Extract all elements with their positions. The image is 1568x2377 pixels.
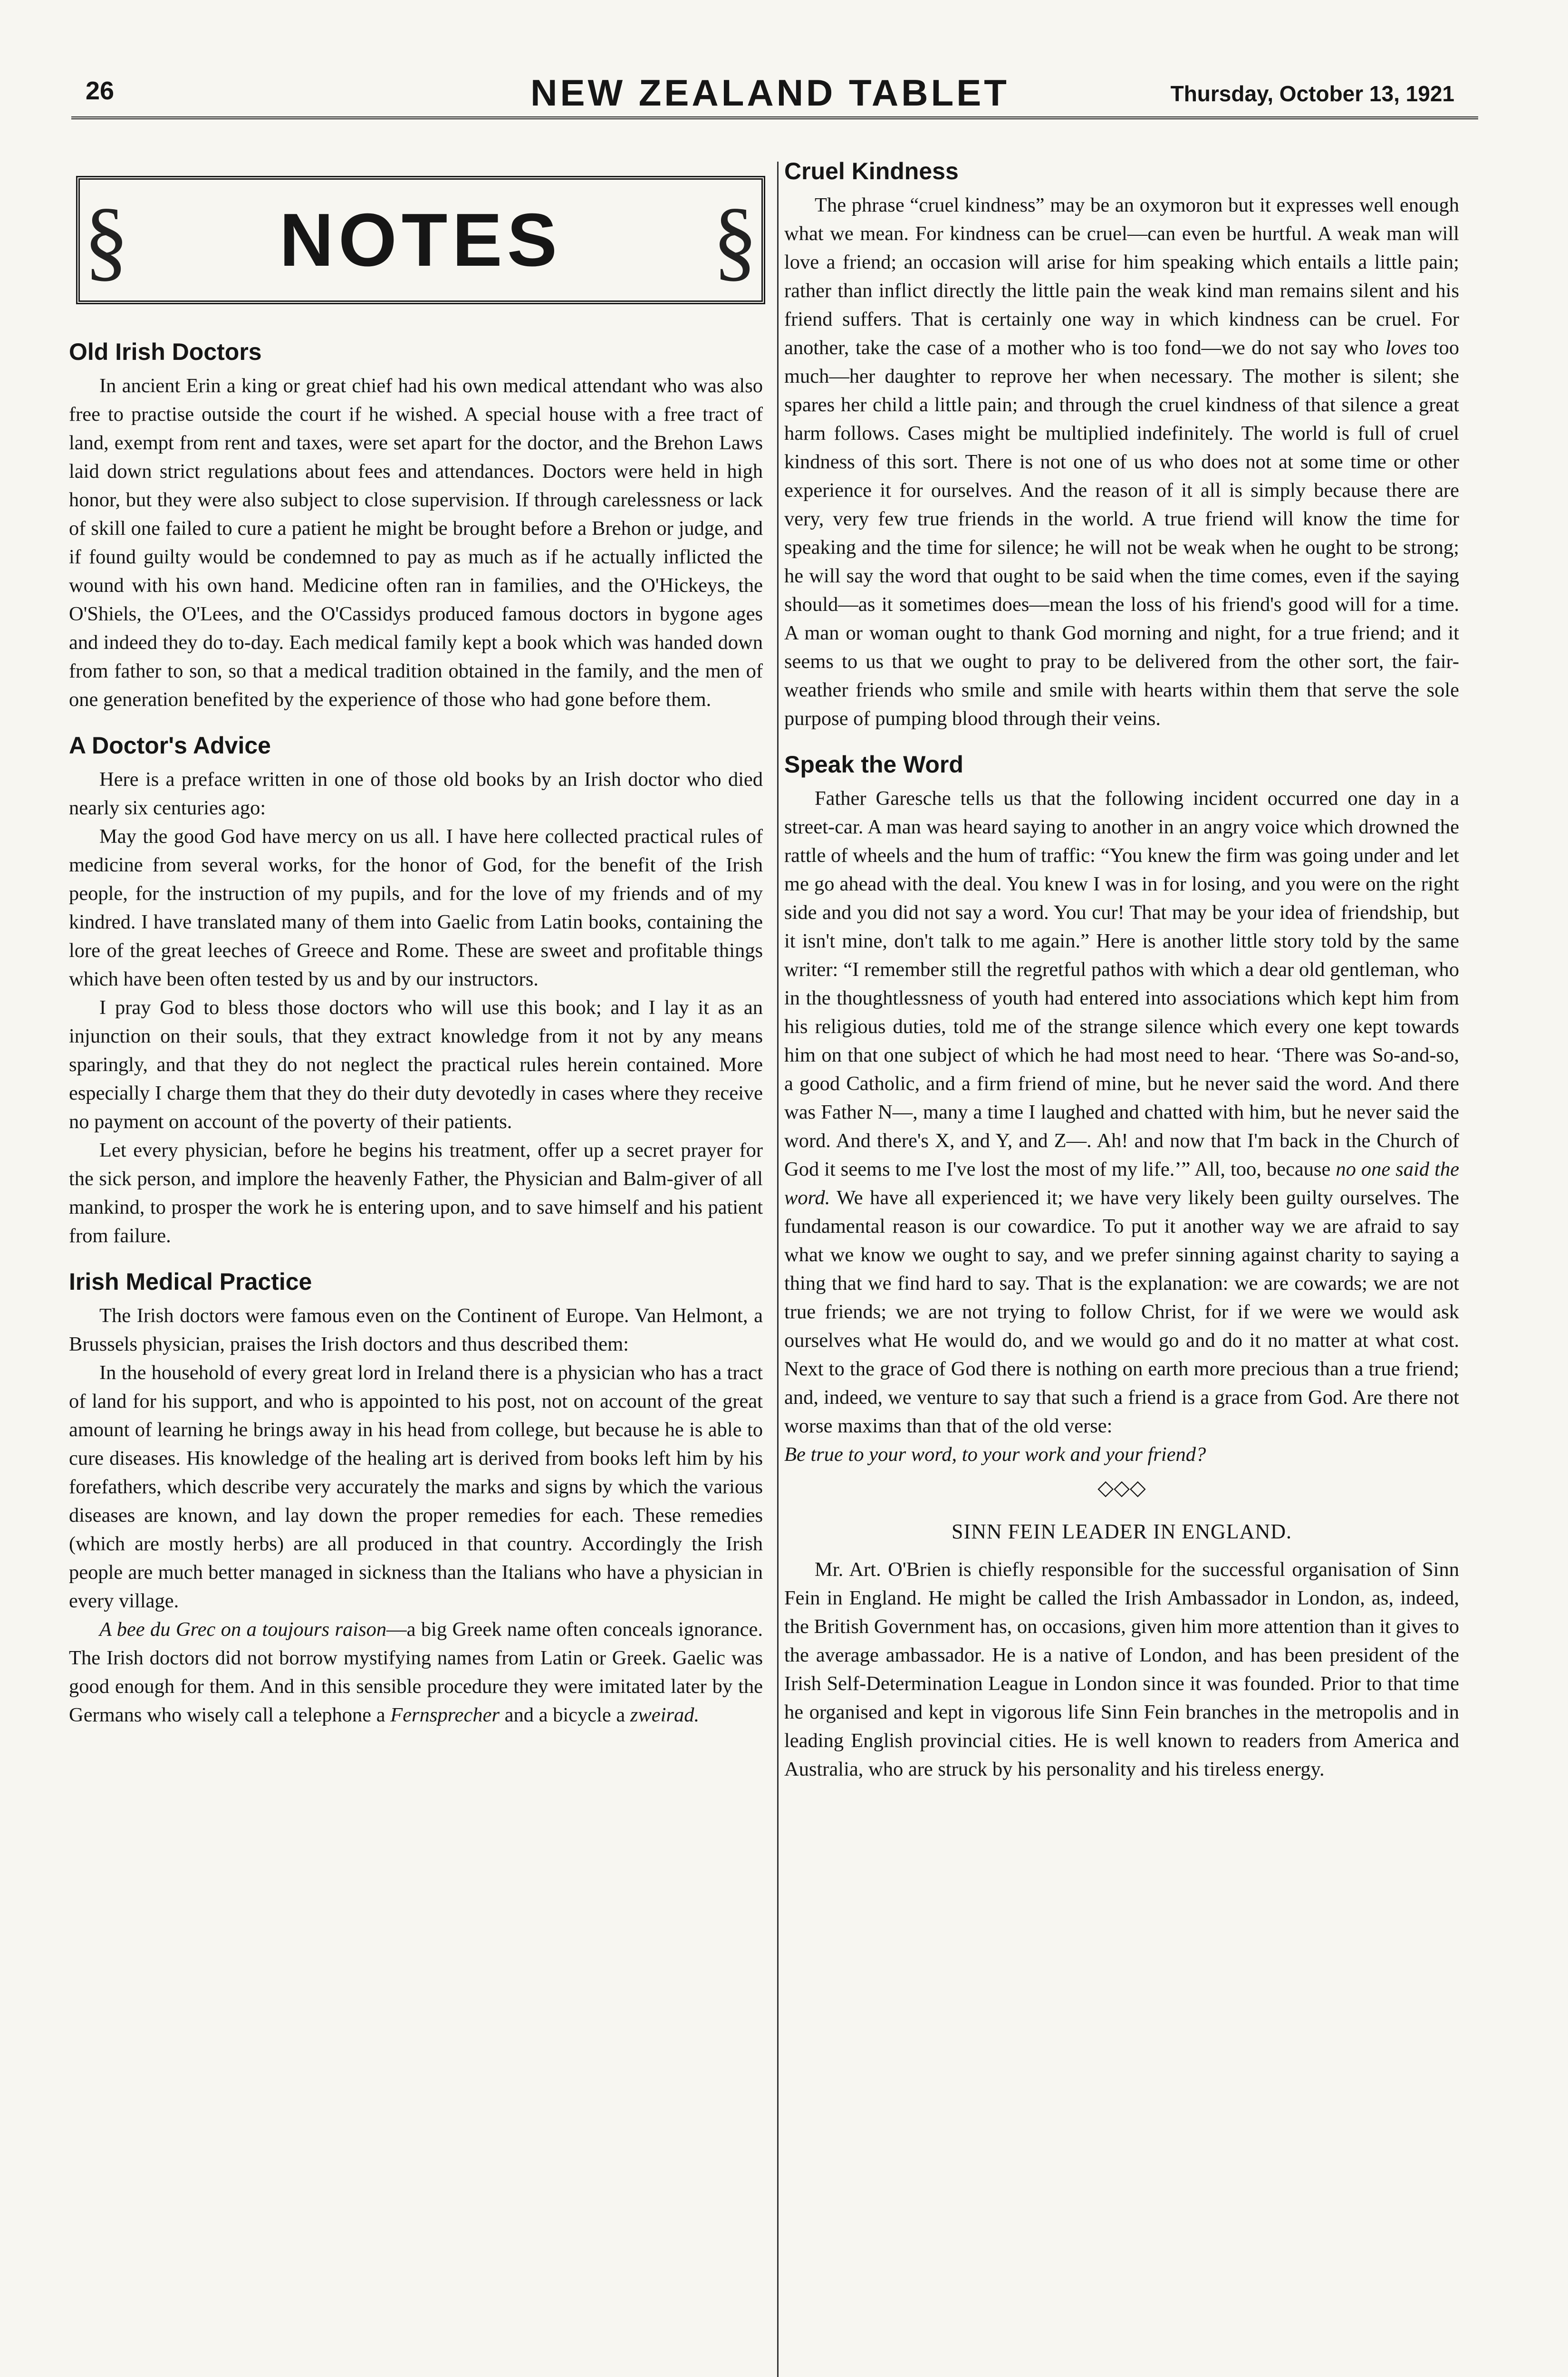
section-heading-cruel-kindness: Cruel Kindness (784, 158, 959, 184)
paragraph: Mr. Art. O'Brien is chiefly responsible for the successful organisation of Sinn Fein in England. He might be called the Irish Ambassador in London, as, indeed, the British Government has, on occasions, given him more attention than it gives to the average ambassador. He is a native of London, and has been president of the Irish Self-Determination League in London since it was founded. Prior to that time he organised and kept in vigorous life Sinn Fein branches in the metropolis and in leading English provincial cities. He is well known to readers from America and Australia, who are struck by his personality and his tireless energy. (784, 1558, 1459, 1780)
paragraph (784, 784, 1459, 1440)
italic-phrase: loves (1385, 337, 1427, 359)
text-run: Father Garesche tells us that the following incident occurred one day in a street-car. A man was heard saying to another in an angry voice which drowned the rattle of wheels and the hum of traffic: “You knew the firm was going under and let me go ahead with the deal. You knew I was in for losing, and you were on the right side and you did not say a word. You cur! That may be your idea of friendship, but it isn't mine, don't talk to me again.” Here is another little story told by the same writer: “I remember still the regretful pathos with which a dear old gentleman, who in the thoughtlessness of youth had entered into associations which kept him from his religious duties, told me of the strange silence which every one kept towards him on that one subject of which he had most need to hear. ‘There was So-and-so, a good Catholic, and a firm friend of mine, but he never said the word. And there was Father N—, many a time I laughed and chatted with him, but he never said the word. And there's X, and Y, and Z—. Ah! and now that I'm back in the Church of God it seems to me I've lost the most of my life.’” All, too, because (784, 787, 1459, 1180)
notes-banner-title: § NOTES (279, 198, 562, 282)
paragraph: The Irish doctors were famous even on the Continent of Europe. Van Helmont, a Brussels physician, praises the Irish doctors and thus described them: (69, 1304, 763, 1355)
text-run: We have all experienced it; we have very likely been guilty ourselves. The fundamental reason is our cowardice. To put it another way we are afraid to say what we know we ought to say, and we prefer sinning against charity to saying a thing that we find hard to say. That is the explanation: we are cowards; we are not true friends; we are not trying to follow Christ, for if we were we would ask ourselves what He would do, and we would go and do it no matter at what cost. Next to the grace of God there is nothing on earth more precious than a true friend; and, indeed, we venture to say that such a friend is a grace from God. Are there not worse maxims than that of the old verse: (784, 1187, 1459, 1437)
italic-phrase: zweirad. (630, 1704, 700, 1726)
verse-line (784, 1440, 1459, 1469)
paragraph: Let every physician, before he begins his treatment, offer up a secret prayer for the sick person, and implore the heavenly Father, the Physician and Balm-giver of all mankind, to prosper the work he is entering upon, and to save himself and his patient from failure. (69, 1139, 763, 1247)
right-column (784, 157, 1459, 2377)
italic-phrase: A bee du Grec on a toujours raison (99, 1618, 387, 1641)
text-run: and a bicycle a (504, 1704, 625, 1726)
italic-verse: Be true to your word, to your work and your friend? (784, 1443, 1206, 1466)
section-heading-old-irish-doctors: Old Irish Doctors (69, 338, 262, 365)
text-run: The phrase “cruel kindness” may be an oxymoron but it expresses well enough what we mean. For kindness can be cruel—can even be hurtful. A weak man will love a friend; an occasion will arise for him speaking which entails a little pain; rather than inflict directly the little pain the weak kind man remains silent and his friend suffers. That is certainly one way in which kindness can be cruel. For another, take the case of a mother who is too fond—we do not say who (784, 194, 1459, 359)
section-heading-speak-the-word: Speak the Word (784, 751, 963, 778)
paragraph: I pray God to bless those doctors who will use this book; and I lay it as an injunction on their souls, that they extract knowledge from it not by any means sparingly, and that they do not neglect the practical rules herein contained. More especially I charge them that they do their duty devotedly in cases where they receive no payment on account of the poverty of their patients. (69, 996, 763, 1133)
paragraph (69, 1615, 763, 1730)
paragraph: Here is a preface written in one of those old books by an Irish doctor who died nearly six centuries ago: (69, 768, 763, 819)
column-divider (777, 162, 779, 2377)
issue-date: Thursday, October 13, 1921 (1170, 81, 1454, 106)
section-heading-irish-medical-practice: Irish Medical Practice (69, 1268, 312, 1295)
section-ornament: ◇◇◇ (1097, 1476, 1146, 1499)
section-heading-doctors-advice: A Doctor's Advice (69, 732, 271, 759)
masthead-title: NEW ZEALAND TABLET (530, 72, 1010, 114)
running-header (86, 71, 1454, 114)
page-number: 26 (86, 77, 115, 105)
italic-phrase: no one said the word. (784, 1158, 1459, 1209)
notes-banner (76, 176, 765, 304)
header-rule (71, 116, 1478, 119)
text-run: too much—her daughter to reprove her when necessary. The mother is silent; she spares her child a little pain; and through the cruel kindness of that silence a great harm follows. Cases might be multiplied indefinitely. The world is full of cruel kindness of this sort. There is not one of us who does not at some time or other experience it for ourselves. And the reason of it all is simply because there are very, very few true friends in the world. A true friend will know the time for speaking and the time for silence; he will not be weak when he ought to be strong; he will say the word that ought to be said when the time comes, even if the saying should—as it sometimes does—mean the loss of his friend's good will for a time. A man or woman ought to thank God morning and night, for a true friend; and it seems to us that we ought to pray to be delivered from the other sort, the fair-weather friends who smile and smile with hearts within them that serve the sole purpose of pumping blood through their veins. (784, 337, 1459, 730)
paragraph: May the good God have mercy on us all. I have here collected practical rules of medicine from several works, for the honor of God, for the benefit of the Irish people, for the instruction of my pupils, and for the love of my friends and of my kindred. I have translated many of them into Gaelic from Latin books, containing the lore of the great leeches of Greece and Rome. These are sweet and profitable things which have been often tested by us and by our instructors. (69, 825, 763, 990)
paragraph (784, 191, 1459, 733)
section-heading-sinn-fein-leader: SINN FEIN LEADER IN ENGLAND. (951, 1520, 1292, 1543)
paragraph: In the household of every great lord in Ireland there is a physician who has a tract of land for his support, and who is appointed to his post, not on account of the great amount of learning he brings away in his head from college, but because he is able to cure diseases. His knowledge of the healing art is derived from books left him by his forefathers, which describe very accurately the marks and signs by which the various diseases are known, and lay down the proper remedies for each. These remedies (which are mostly herbs) are all produced in that country. Accordingly the Irish people are much better managed in sickness than the Italians who have a physician in every village. (69, 1362, 763, 1612)
italic-phrase: Fernsprecher (390, 1704, 500, 1726)
left-column (69, 338, 763, 2377)
paragraph: In ancient Erin a king or great chief had his own medical attendant who was also free to practise outside the court if he wished. A special house with a free tract of land, exempt from rent and taxes, were set apart for the doctor, and the Brehon Laws laid down strict regulations about fees and attendances. Doctors were held in high honor, but they were also subject to close supervision. If through carelessness or lack of skill one failed to cure a patient he might be brought before a Brehon or judge, and if found guilty would be condemned to pay as much as if he actually inflicted the wound with his own hand. Medicine often ran in families, and the O'Hickeys, the O'Shiels, the O'Lees, and the O'Cassidys produced famous doctors in bygone ages and indeed they do to-day. Each medical family kept a book which was handed down from father to son, so that a medical tradition obtained in the family, and the men of one generation benefited by the experience of those who had gone before them. (69, 375, 763, 711)
text-run: —a big Greek name often conceals ignorance. The Irish doctors did not borrow mystifying names from Latin or Greek. Gaelic was good enough for them. And in this sensible procedure they were imitated later by the Germans who wisely call a telephone a (69, 1618, 763, 1726)
